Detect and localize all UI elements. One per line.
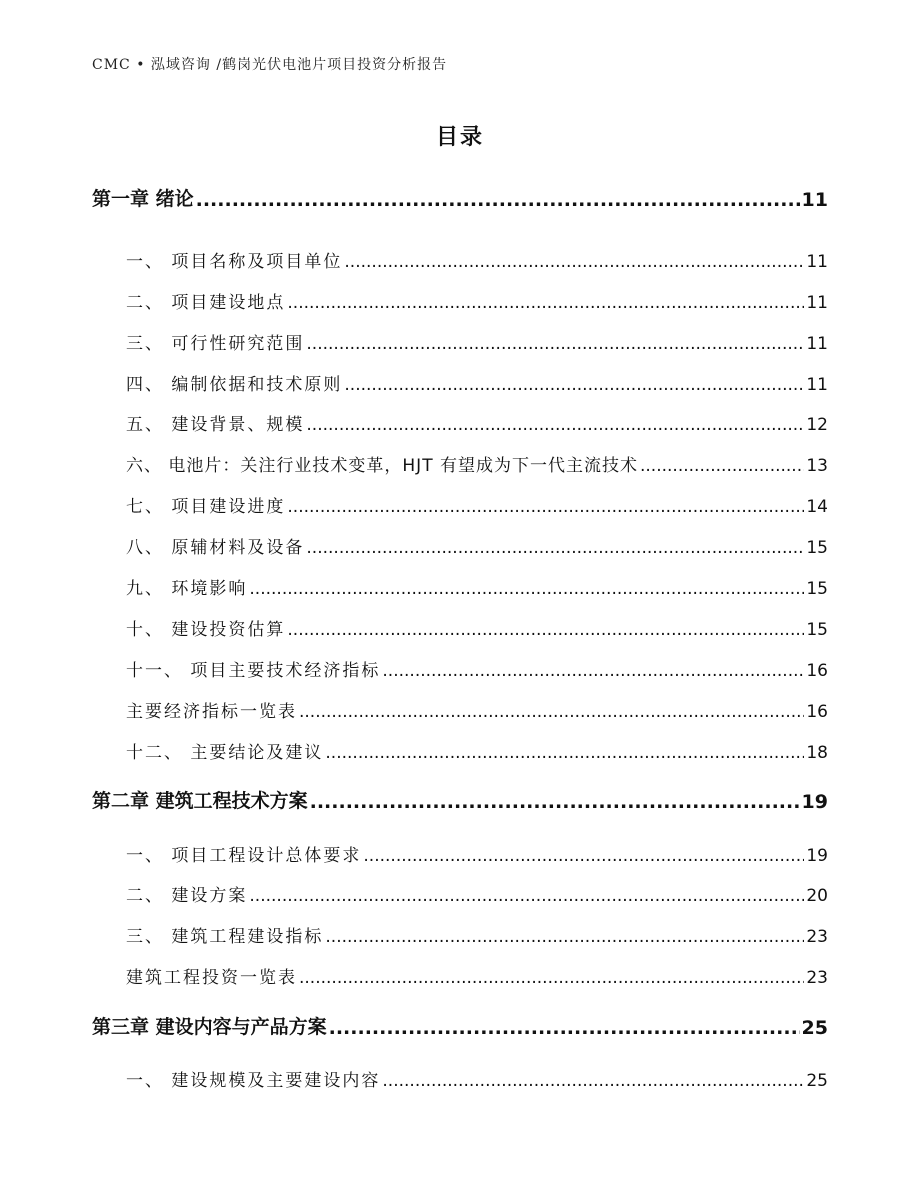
toc-section-label: 七、 项目建设进度 <box>126 497 286 517</box>
toc-section-label: 八、 原辅材料及设备 <box>126 538 305 558</box>
toc-leader-dots <box>196 189 800 211</box>
toc-leader-dots <box>640 456 804 476</box>
toc-page-number: 11 <box>806 252 828 272</box>
toc-leader-dots <box>382 1071 804 1091</box>
toc-section-label: 五、 建设背景、规模 <box>126 415 305 435</box>
toc-leader-dots <box>249 579 804 599</box>
toc-section[interactable] <box>126 288 828 313</box>
toc-page-number: 11 <box>801 189 828 211</box>
toc-page-number: 25 <box>801 1017 828 1039</box>
toc-leader-dots <box>329 1017 800 1039</box>
toc-section-label: 一、 项目工程设计总体要求 <box>126 846 362 866</box>
toc-page-number: 11 <box>806 375 828 395</box>
toc-section[interactable] <box>126 1066 828 1091</box>
toc-section[interactable] <box>126 410 828 435</box>
toc-page-number: 11 <box>806 293 828 313</box>
toc-page-number: 16 <box>806 661 828 681</box>
toc-section-label: 三、 可行性研究范围 <box>126 334 305 354</box>
toc-leader-dots <box>287 620 804 640</box>
toc-page-number: 16 <box>806 702 828 722</box>
document-header: CMC • 泓域咨询 /鹤岗光伏电池片项目投资分析报告 <box>92 57 448 73</box>
toc-section-label: 九、 环境影响 <box>126 579 248 599</box>
toc-page-number: 15 <box>806 579 828 599</box>
toc-page-number: 14 <box>806 497 828 517</box>
toc-section[interactable] <box>126 881 828 906</box>
toc-page-number: 25 <box>806 1071 828 1091</box>
toc-section-label: 主要经济指标一览表 <box>126 702 297 722</box>
toc-section-label: 六、 电池片：关注行业技术变革，HJT 有望成为下一代主流技术 <box>126 456 638 476</box>
toc-section[interactable] <box>126 738 828 763</box>
toc-leader-dots <box>344 252 804 272</box>
toc-section-label: 一、 建设规模及主要建设内容 <box>126 1071 381 1091</box>
toc-section[interactable] <box>126 329 828 354</box>
toc-section[interactable] <box>126 615 828 640</box>
toc-section[interactable] <box>126 247 828 272</box>
toc-leader-dots <box>287 293 804 313</box>
toc-leader-dots <box>306 334 804 354</box>
toc-leader-dots <box>299 968 804 988</box>
toc-section-label: 十一、 项目主要技术经济指标 <box>126 661 381 681</box>
toc-page-number: 23 <box>806 927 828 947</box>
toc-page-number: 20 <box>806 886 828 906</box>
toc-leader-dots <box>287 497 804 517</box>
toc-leader-dots <box>363 846 804 866</box>
toc-leader-dots <box>382 661 804 681</box>
toc-section-label: 二、 建设方案 <box>126 886 248 906</box>
toc-section-label: 二、 项目建设地点 <box>126 293 286 313</box>
toc-section[interactable] <box>126 370 828 395</box>
toc-page-number: 13 <box>806 456 828 476</box>
toc-leader-dots <box>306 538 804 558</box>
toc-leader-dots <box>299 702 804 722</box>
toc-chapter-label: 第二章 建筑工程技术方案 <box>92 790 308 812</box>
toc-chapter-2[interactable] <box>92 786 828 813</box>
toc-page-number: 15 <box>806 620 828 640</box>
toc-leader-dots <box>306 415 804 435</box>
toc-section-label: 一、 项目名称及项目单位 <box>126 252 343 272</box>
toc-chapter-3[interactable] <box>92 1012 828 1039</box>
toc-leader-dots <box>344 375 804 395</box>
toc-section[interactable] <box>126 656 828 681</box>
toc-section[interactable] <box>126 841 828 866</box>
toc-section[interactable] <box>126 922 828 947</box>
toc-page-number: 15 <box>806 538 828 558</box>
toc-section[interactable] <box>126 492 828 517</box>
toc-section[interactable] <box>126 451 828 476</box>
toc-page-number: 18 <box>806 743 828 763</box>
toc-chapter-1[interactable] <box>92 184 828 211</box>
toc-section-label: 建筑工程投资一览表 <box>126 968 297 988</box>
toc-chapter-label: 第一章 绪论 <box>92 188 194 210</box>
toc-leader-dots <box>325 927 804 947</box>
toc-leader-dots <box>310 791 800 813</box>
toc-leader-dots <box>325 743 804 763</box>
toc-page-number: 19 <box>801 791 828 813</box>
toc-page-number: 12 <box>806 415 828 435</box>
toc-section-label: 三、 建筑工程建设指标 <box>126 927 324 947</box>
toc-title: 目录 <box>435 125 484 150</box>
toc-page-number: 23 <box>806 968 828 988</box>
toc-chapter-label: 第三章 建设内容与产品方案 <box>92 1016 327 1038</box>
toc-section[interactable] <box>126 697 828 722</box>
toc-section[interactable] <box>126 574 828 599</box>
toc-section-label: 十、 建设投资估算 <box>126 620 286 640</box>
toc-page-number: 19 <box>806 846 828 866</box>
toc-section-label: 十二、 主要结论及建议 <box>126 743 324 763</box>
toc-page-number: 11 <box>806 334 828 354</box>
toc-leader-dots <box>249 886 804 906</box>
toc-section[interactable] <box>126 533 828 558</box>
toc-section[interactable] <box>126 963 828 988</box>
toc-section-label: 四、 编制依据和技术原则 <box>126 375 343 395</box>
